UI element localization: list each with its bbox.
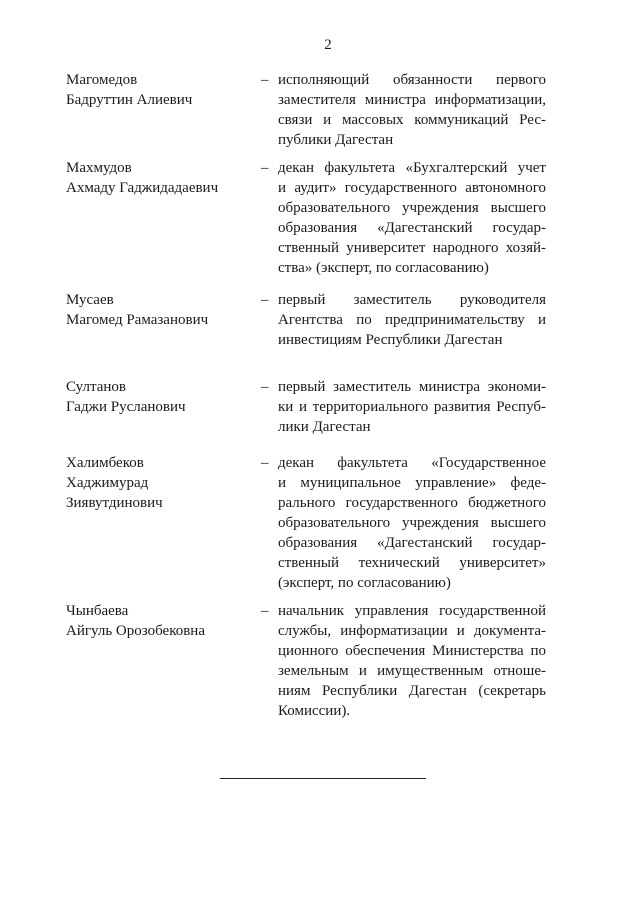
- member-position: [278, 453, 546, 593]
- member-given-names: Айгуль Орозобековна: [66, 623, 205, 639]
- closing-rule: [220, 778, 426, 779]
- position-line: первый заместитель руководителя: [278, 292, 546, 308]
- position-line: (эксперт, по согласованию): [278, 575, 451, 591]
- member-given-names: Ахмаду Гаджидадаевич: [66, 180, 219, 196]
- position-line: ственный технический университет»: [278, 555, 546, 571]
- position-line: ниям Республики Дагестан (секретарь: [278, 683, 546, 699]
- position-line: связи и массовых коммуникаций Рес-: [278, 112, 546, 128]
- member-given-names: Бадруттин Алиевич: [66, 92, 193, 108]
- position-line: образовательного учреждения высшего: [278, 515, 546, 531]
- member-position: [278, 377, 546, 437]
- position-line: рального государственного бюджетного: [278, 495, 546, 511]
- position-line: заместителя министра информатизации,: [278, 92, 546, 108]
- entry-dash: –: [261, 455, 269, 471]
- member-surname: Махмудов: [66, 160, 132, 176]
- position-line: Агентства по предпринимательству и: [278, 312, 546, 328]
- member-name: [66, 290, 256, 330]
- member-given-names: Магомед Рамазанович: [66, 312, 209, 328]
- position-line: начальник управления государственной: [278, 603, 546, 619]
- entry-dash: –: [261, 160, 269, 176]
- member-name: [66, 158, 256, 198]
- member-name: [66, 70, 256, 110]
- position-line: ки и территориального развития Респуб-: [278, 399, 546, 415]
- entry-dash: –: [261, 603, 269, 619]
- position-line: образования «Дагестанский государ-: [278, 220, 546, 236]
- position-line: ства» (эксперт, по согласованию): [278, 260, 489, 276]
- member-position: [278, 158, 546, 278]
- position-line: публики Дагестан: [278, 132, 394, 148]
- position-line: декан факультета «Государственное: [278, 455, 546, 471]
- position-line: лики Дагестан: [278, 419, 371, 435]
- position-line: образовательного учреждения высшего: [278, 200, 546, 216]
- member-given-names: Гаджи Русланович: [66, 399, 186, 415]
- position-line: ционного обеспечения Министерства по: [278, 643, 546, 659]
- position-line: ственный университет народного хозяй-: [278, 240, 546, 256]
- member-name: [66, 453, 256, 513]
- entry-dash: –: [261, 292, 269, 308]
- member-position: [278, 290, 546, 350]
- member-surname: Султанов: [66, 379, 126, 395]
- member-position: [278, 601, 546, 721]
- entry-dash: –: [261, 72, 269, 88]
- page-number: 2: [324, 37, 332, 53]
- position-line: исполняющий обязанности первого: [278, 72, 546, 88]
- member-position: [278, 70, 546, 150]
- position-line: инвестициям Республики Дагестан: [278, 332, 503, 348]
- member-name: [66, 377, 256, 417]
- member-name: [66, 601, 256, 641]
- member-given-names: Хаджимурад: [66, 475, 149, 491]
- position-line: декан факультета «Бухгалтерский учет: [278, 160, 546, 176]
- position-line: земельным и имущественным отноше-: [278, 663, 546, 679]
- position-line: образования «Дагестанский государ-: [278, 535, 546, 551]
- position-line: и муниципальное управление» феде-: [278, 475, 546, 491]
- position-line: первый заместитель министра экономи-: [278, 379, 546, 395]
- position-line: и аудит» государственного автономного: [278, 180, 546, 196]
- member-surname: Чынбаева: [66, 603, 129, 619]
- position-line: Комиссии).: [278, 703, 351, 719]
- member-patronymic: Зиявутдинович: [66, 495, 163, 511]
- member-surname: Халимбеков: [66, 455, 144, 471]
- position-line: службы, информатизации и документа-: [278, 623, 546, 639]
- member-surname: Магомедов: [66, 72, 138, 88]
- entry-dash: –: [261, 379, 269, 395]
- member-surname: Мусаев: [66, 292, 114, 308]
